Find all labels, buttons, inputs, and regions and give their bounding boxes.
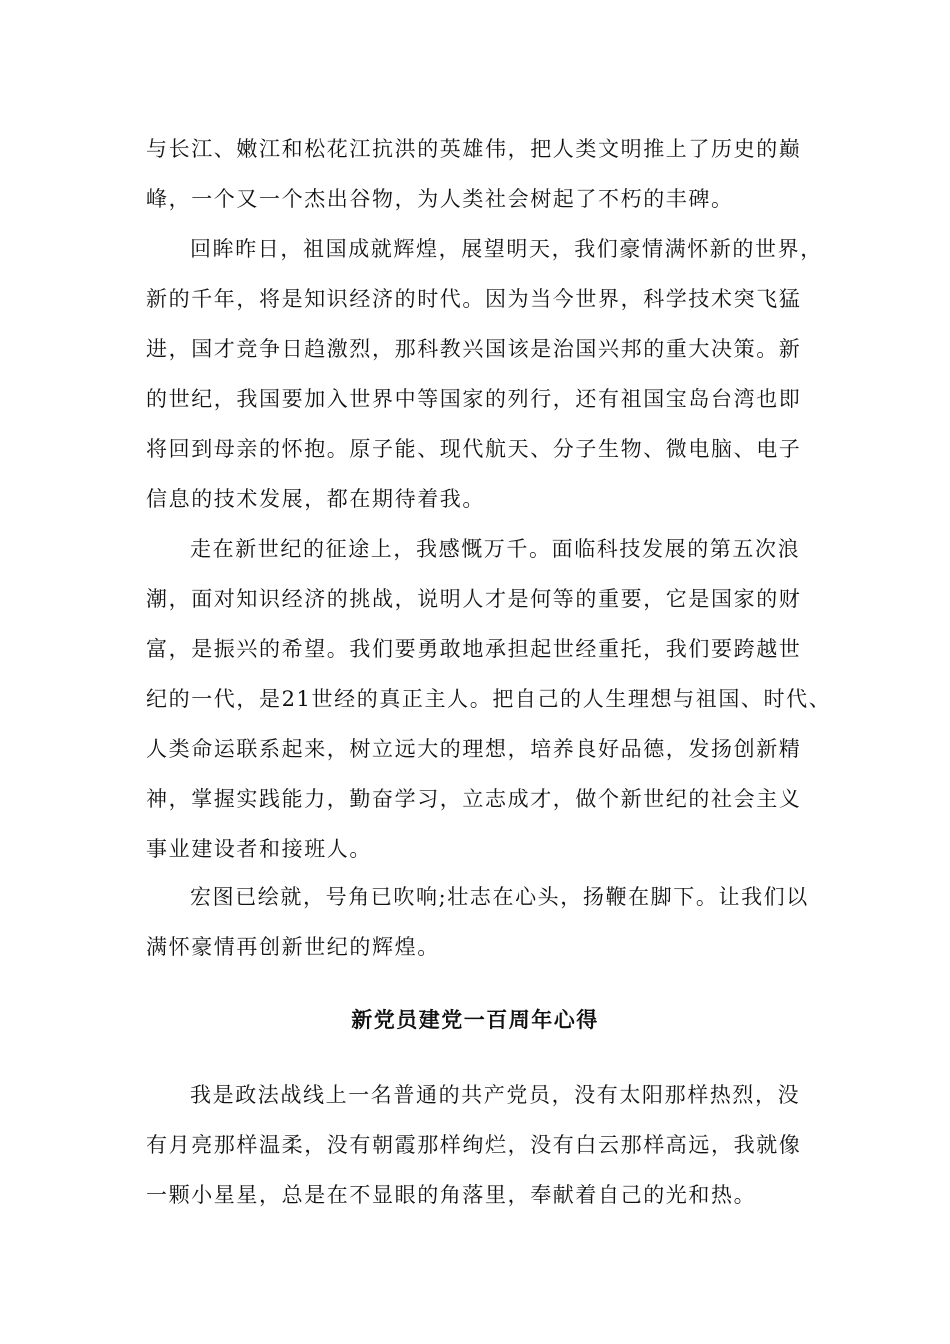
paragraph-line: 宏图已绘就，号角已吹响;壮志在心头，扬鞭在脚下。让我们以 — [190, 885, 809, 909]
paragraph-line: 峰，一个又一个杰出谷物，为人类社会树起了不朽的丰碑。 — [146, 187, 734, 211]
paragraph-line: 信息的技术发展，都在期待着我。 — [146, 487, 485, 511]
paragraph-line: 有月亮那样温柔，没有朝霞那样绚烂，没有白云那样高远，我就像 — [146, 1133, 802, 1157]
paragraph-line: 将回到母亲的怀抱。原子能、现代航天、分子生物、微电脑、电子 — [146, 437, 802, 461]
paragraph-line: 新的千年，将是知识经济的时代。因为当今世界，科学技术突飞猛 — [146, 287, 802, 311]
paragraph-line: 一颗小星星，总是在不显眼的角落里，奉献着自己的光和热。 — [146, 1183, 757, 1207]
paragraph-3 — [146, 524, 832, 874]
paragraph-line: 富，是振兴的希望。我们要勇敢地承担起世经重托，我们要跨越世 — [146, 637, 802, 661]
paragraph-line: 人类命运联系起来，树立远大的理想，培养良好品德，发扬创新精 — [146, 737, 802, 761]
paragraph-line: 的世纪，我国要加入世界中等国家的列行，还有祖国宝岛台湾也即 — [146, 387, 802, 411]
paragraph-line: 神，掌握实践能力，勤奋学习，立志成才，做个新世纪的社会主义 — [146, 787, 802, 811]
paragraph-line: 走在新世纪的征途上，我感慨万千。面临科技发展的第五次浪 — [190, 537, 801, 561]
section-title: 新党员建党一百周年心得 — [351, 1008, 599, 1032]
paragraph-line: 事业建设者和接班人。 — [146, 837, 372, 861]
paragraph-4 — [146, 872, 826, 972]
paragraph-line: 回眸昨日，祖国成就辉煌，展望明天，我们豪情满怀新的世界， — [190, 237, 823, 261]
paragraph-line: 纪的一代，是21世经的真正主人。把自己的人生理想与祖国、时代、 — [146, 687, 832, 711]
paragraph-1 — [146, 124, 826, 224]
paragraph-line: 潮，面对知识经济的挑战，说明人才是何等的重要，它是国家的财 — [146, 587, 802, 611]
paragraph-line: 进，国才竞争日趋激烈，那科教兴国该是治国兴邦的重大决策。新 — [146, 337, 802, 361]
paragraph-2 — [146, 224, 826, 524]
paragraph-line: 与长江、嫩江和松花江抗洪的英雄伟，把人类文明推上了历史的巅 — [146, 137, 802, 161]
paragraph-5 — [146, 1070, 826, 1220]
paragraph-line: 我是政法战线上一名普通的共产党员，没有太阳那样热烈，没 — [190, 1083, 801, 1107]
paragraph-line: 满怀豪情再创新世纪的辉煌。 — [146, 935, 440, 959]
